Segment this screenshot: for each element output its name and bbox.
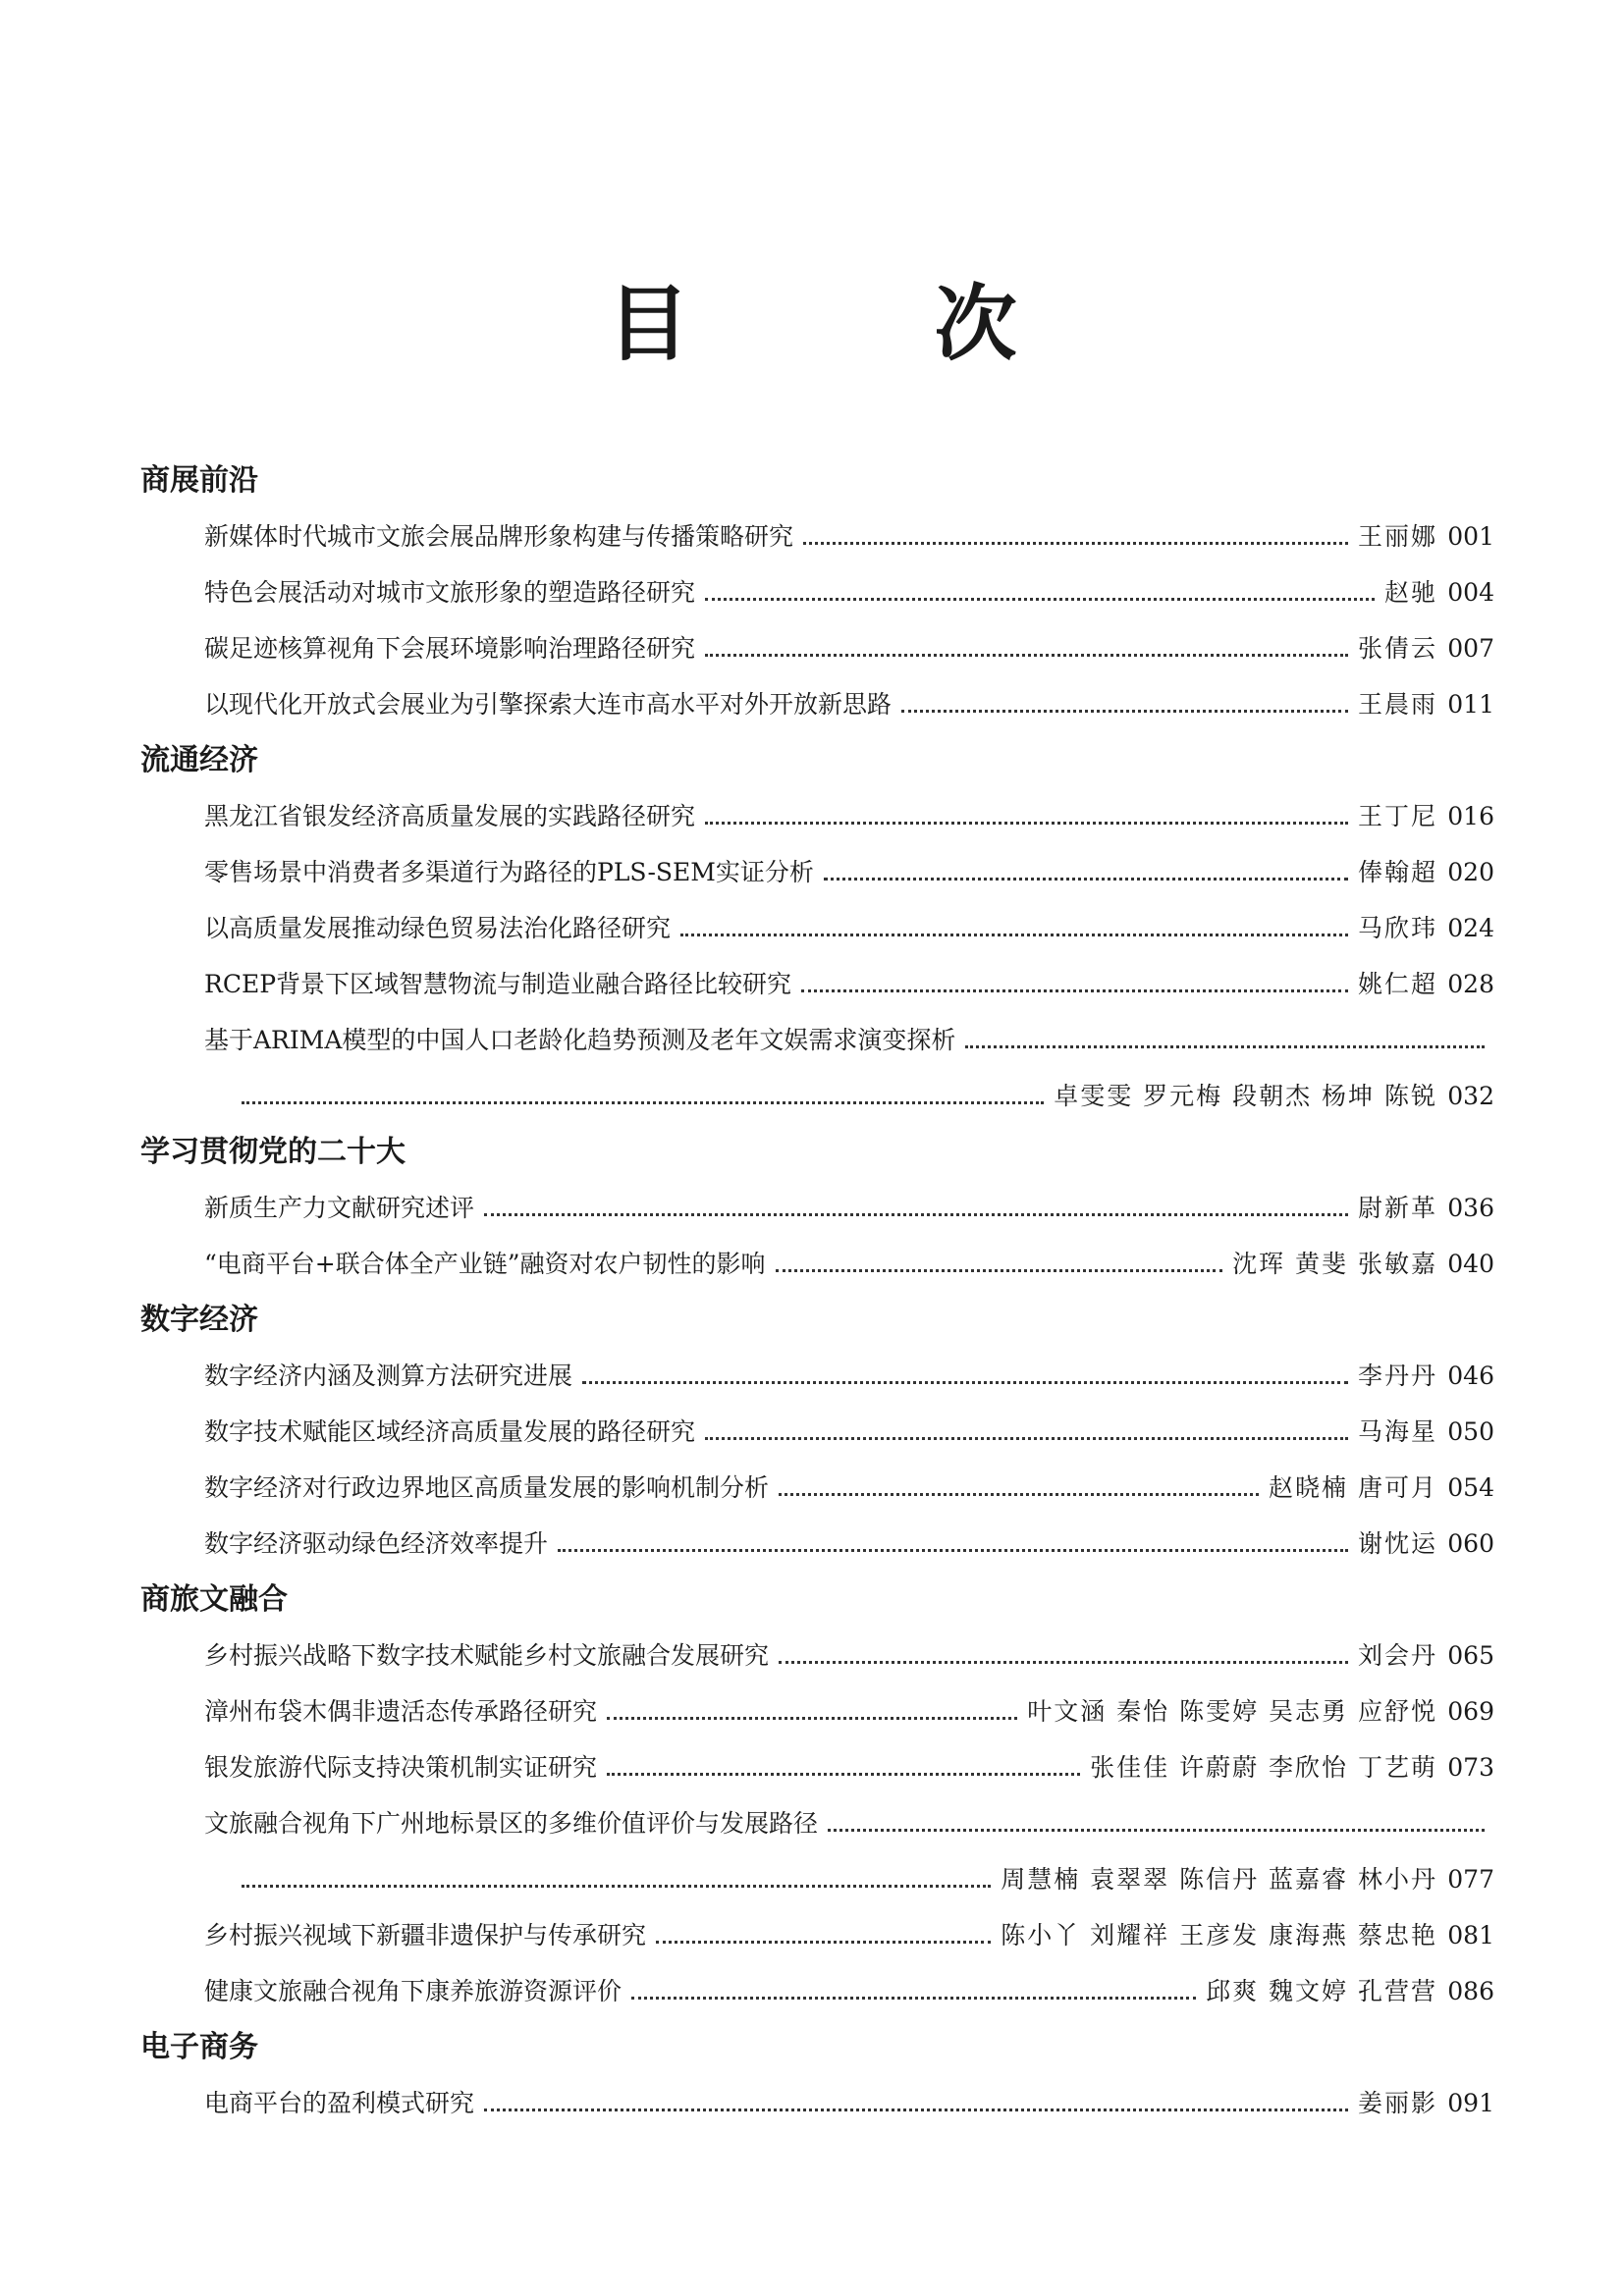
entry-authors: 谢忱运	[1357, 1529, 1437, 1558]
toc-entry-continuation[interactable]	[242, 1077, 1494, 1116]
entry-page: 060	[1447, 1529, 1494, 1558]
toc-entry[interactable]	[204, 2084, 1494, 2123]
entry-authors: 尉新革	[1357, 1194, 1437, 1222]
entry-authors: 王丽娜	[1357, 522, 1437, 551]
entry-authors: 赵驰	[1383, 578, 1437, 607]
entry-title: 文旅融合视角下广州地标景区的多维价值评价与发展路径	[204, 1809, 819, 1838]
section-title: 流通经济	[140, 743, 258, 777]
toc-entry[interactable]	[204, 1413, 1494, 1452]
entry-page: 077	[1447, 1865, 1494, 1894]
dot-leader	[607, 1773, 1080, 1776]
entry-authors: 姚仁超	[1357, 970, 1437, 998]
entry-authors: 沈珲 黄斐 张敏嘉	[1232, 1250, 1437, 1278]
dot-leader	[779, 1661, 1348, 1664]
entry-authors: 邱爽 魏文婷 孔营营	[1206, 1977, 1437, 2005]
entry-authors: 马欣玮	[1357, 914, 1437, 942]
dot-leader	[484, 2109, 1348, 2111]
entry-title: 以高质量发展推动绿色贸易法治化路径研究	[204, 914, 672, 942]
toc-entry[interactable]	[204, 1245, 1494, 1284]
entry-authors: 刘会丹	[1357, 1641, 1437, 1670]
entry-authors: 李丹丹	[1357, 1362, 1437, 1390]
entry-title: 银发旅游代际支持决策机制实证研究	[204, 1753, 598, 1782]
dot-leader	[484, 1213, 1348, 1216]
entry-authors: 姜丽影	[1357, 2089, 1437, 2117]
entry-authors: 叶文涵 秦怡 陈雯婷 吴志勇 应舒悦	[1027, 1697, 1437, 1726]
page-title: 目 次	[607, 276, 1125, 372]
entry-page: 020	[1447, 858, 1494, 886]
toc-entry[interactable]	[204, 1189, 1494, 1228]
entry-title: 数字经济驱动绿色经济效率提升	[204, 1529, 549, 1558]
entry-title: 数字经济对行政边界地区高质量发展的影响机制分析	[204, 1473, 770, 1502]
entry-page: 081	[1447, 1921, 1494, 1949]
entry-authors: 周慧楠 袁翠翠 陈信丹 蓝嘉睿 林小丹	[1001, 1865, 1437, 1894]
entry-title: 黑龙江省银发经济高质量发展的实践路径研究	[204, 802, 696, 830]
dot-leader	[705, 598, 1375, 601]
toc-entry[interactable]	[204, 1636, 1494, 1676]
toc-entry[interactable]	[204, 1804, 1494, 1843]
dot-leader	[607, 1717, 1017, 1720]
entry-page: 032	[1447, 1082, 1494, 1110]
dot-leader	[965, 1045, 1485, 1048]
entry-authors: 赵晓楠 唐可月	[1269, 1473, 1437, 1502]
entry-page: 046	[1447, 1362, 1494, 1390]
entry-page: 004	[1447, 578, 1494, 607]
toc-entry[interactable]	[204, 1692, 1494, 1732]
entry-authors: 陈小丫 刘耀祥 王彦发 康海燕 蔡忠艳	[1001, 1921, 1437, 1949]
entry-page: 016	[1447, 802, 1494, 830]
entry-page: 069	[1447, 1697, 1494, 1726]
toc-entry[interactable]	[204, 909, 1494, 948]
dot-leader	[828, 1829, 1485, 1832]
entry-title: 碳足迹核算视角下会展环境影响治理路径研究	[204, 634, 696, 663]
dot-leader	[242, 1101, 1044, 1104]
section-title: 数字经济	[140, 1303, 258, 1337]
dot-leader	[680, 934, 1348, 936]
entry-title: 乡村振兴战略下数字技术赋能乡村文旅融合发展研究	[204, 1641, 770, 1670]
entry-page: 024	[1447, 914, 1494, 942]
entry-authors: 王晨雨	[1357, 690, 1437, 719]
entry-title: RCEP背景下区域智慧物流与制造业融合路径比较研究	[204, 970, 792, 998]
entry-page: 028	[1447, 970, 1494, 998]
toc-entry[interactable]	[204, 965, 1494, 1004]
section-title: 电子商务	[140, 2030, 258, 2064]
entry-title: 零售场景中消费者多渠道行为路径的PLS-SEM实证分析	[204, 858, 814, 886]
entry-authors: 俸翰超	[1357, 858, 1437, 886]
entry-page: 007	[1447, 634, 1494, 663]
section-title: 商展前沿	[140, 463, 258, 498]
entry-page: 001	[1447, 522, 1494, 551]
section-title: 学习贯彻党的二十大	[140, 1135, 406, 1169]
entry-title: “电商平台+联合体全产业链”融资对农户韧性的影响	[204, 1250, 766, 1278]
dot-leader	[242, 1885, 991, 1888]
entry-page: 065	[1447, 1641, 1494, 1670]
dot-leader	[558, 1549, 1348, 1552]
dot-leader	[705, 822, 1348, 825]
toc-entry[interactable]	[204, 797, 1494, 836]
entry-page: 011	[1447, 690, 1494, 719]
dot-leader	[582, 1381, 1348, 1384]
toc-entry[interactable]	[204, 573, 1494, 613]
entry-authors: 张佳佳 许蔚蔚 李欣怡 丁艺萌	[1090, 1753, 1437, 1782]
entry-title: 数字经济内涵及测算方法研究进展	[204, 1362, 573, 1390]
entry-title: 电商平台的盈利模式研究	[204, 2089, 475, 2117]
dot-leader	[901, 710, 1348, 713]
toc-entry[interactable]	[204, 629, 1494, 668]
entry-page: 054	[1447, 1473, 1494, 1502]
toc-entry-continuation[interactable]	[242, 1860, 1494, 1899]
dot-leader	[776, 1269, 1223, 1272]
entry-title: 健康文旅融合视角下康养旅游资源评价	[204, 1977, 623, 2005]
toc-entry[interactable]	[204, 1748, 1494, 1788]
dot-leader	[631, 1997, 1196, 2000]
entry-authors: 张倩云	[1357, 634, 1437, 663]
entry-title: 新媒体时代城市文旅会展品牌形象构建与传播策略研究	[204, 522, 794, 551]
entry-page: 086	[1447, 1977, 1494, 2005]
dot-leader	[779, 1493, 1259, 1496]
section-title: 商旅文融合	[140, 1582, 288, 1617]
entry-title: 基于ARIMA模型的中国人口老龄化趋势预测及老年文娱需求演变探析	[204, 1026, 956, 1054]
dot-leader	[656, 1941, 991, 1944]
toc-entry[interactable]	[204, 517, 1494, 557]
dot-leader	[705, 1437, 1348, 1440]
toc-entry[interactable]	[204, 1468, 1494, 1508]
entry-page: 073	[1447, 1753, 1494, 1782]
toc-entry[interactable]	[204, 853, 1494, 892]
entry-authors: 卓雯雯 罗元梅 段朝杰 杨坤 陈锐	[1054, 1082, 1437, 1110]
dot-leader	[803, 542, 1348, 545]
dot-leader	[705, 654, 1348, 657]
entry-title: 以现代化开放式会展业为引擎探索大连市高水平对外开放新思路	[204, 690, 893, 719]
toc-entry[interactable]	[204, 1972, 1494, 2011]
entry-authors: 王丁尼	[1357, 802, 1437, 830]
toc-entry[interactable]	[204, 685, 1494, 724]
entry-title: 新质生产力文献研究述评	[204, 1194, 475, 1222]
entry-page: 040	[1447, 1250, 1494, 1278]
entry-page: 050	[1447, 1417, 1494, 1446]
entry-page: 036	[1447, 1194, 1494, 1222]
entry-authors: 马海星	[1357, 1417, 1437, 1446]
toc-entry[interactable]	[204, 1916, 1494, 1955]
dot-leader	[801, 989, 1348, 992]
entry-title: 乡村振兴视域下新疆非遗保护与传承研究	[204, 1921, 647, 1949]
entry-title: 数字技术赋能区域经济高质量发展的路径研究	[204, 1417, 696, 1446]
toc-entry[interactable]	[204, 1524, 1494, 1564]
entry-title: 漳州布袋木偶非遗活态传承路径研究	[204, 1697, 598, 1726]
dot-leader	[824, 878, 1348, 881]
entry-page: 091	[1447, 2089, 1494, 2117]
toc-entry[interactable]	[204, 1357, 1494, 1396]
toc-entry[interactable]	[204, 1021, 1494, 1060]
entry-title: 特色会展活动对城市文旅形象的塑造路径研究	[204, 578, 696, 607]
